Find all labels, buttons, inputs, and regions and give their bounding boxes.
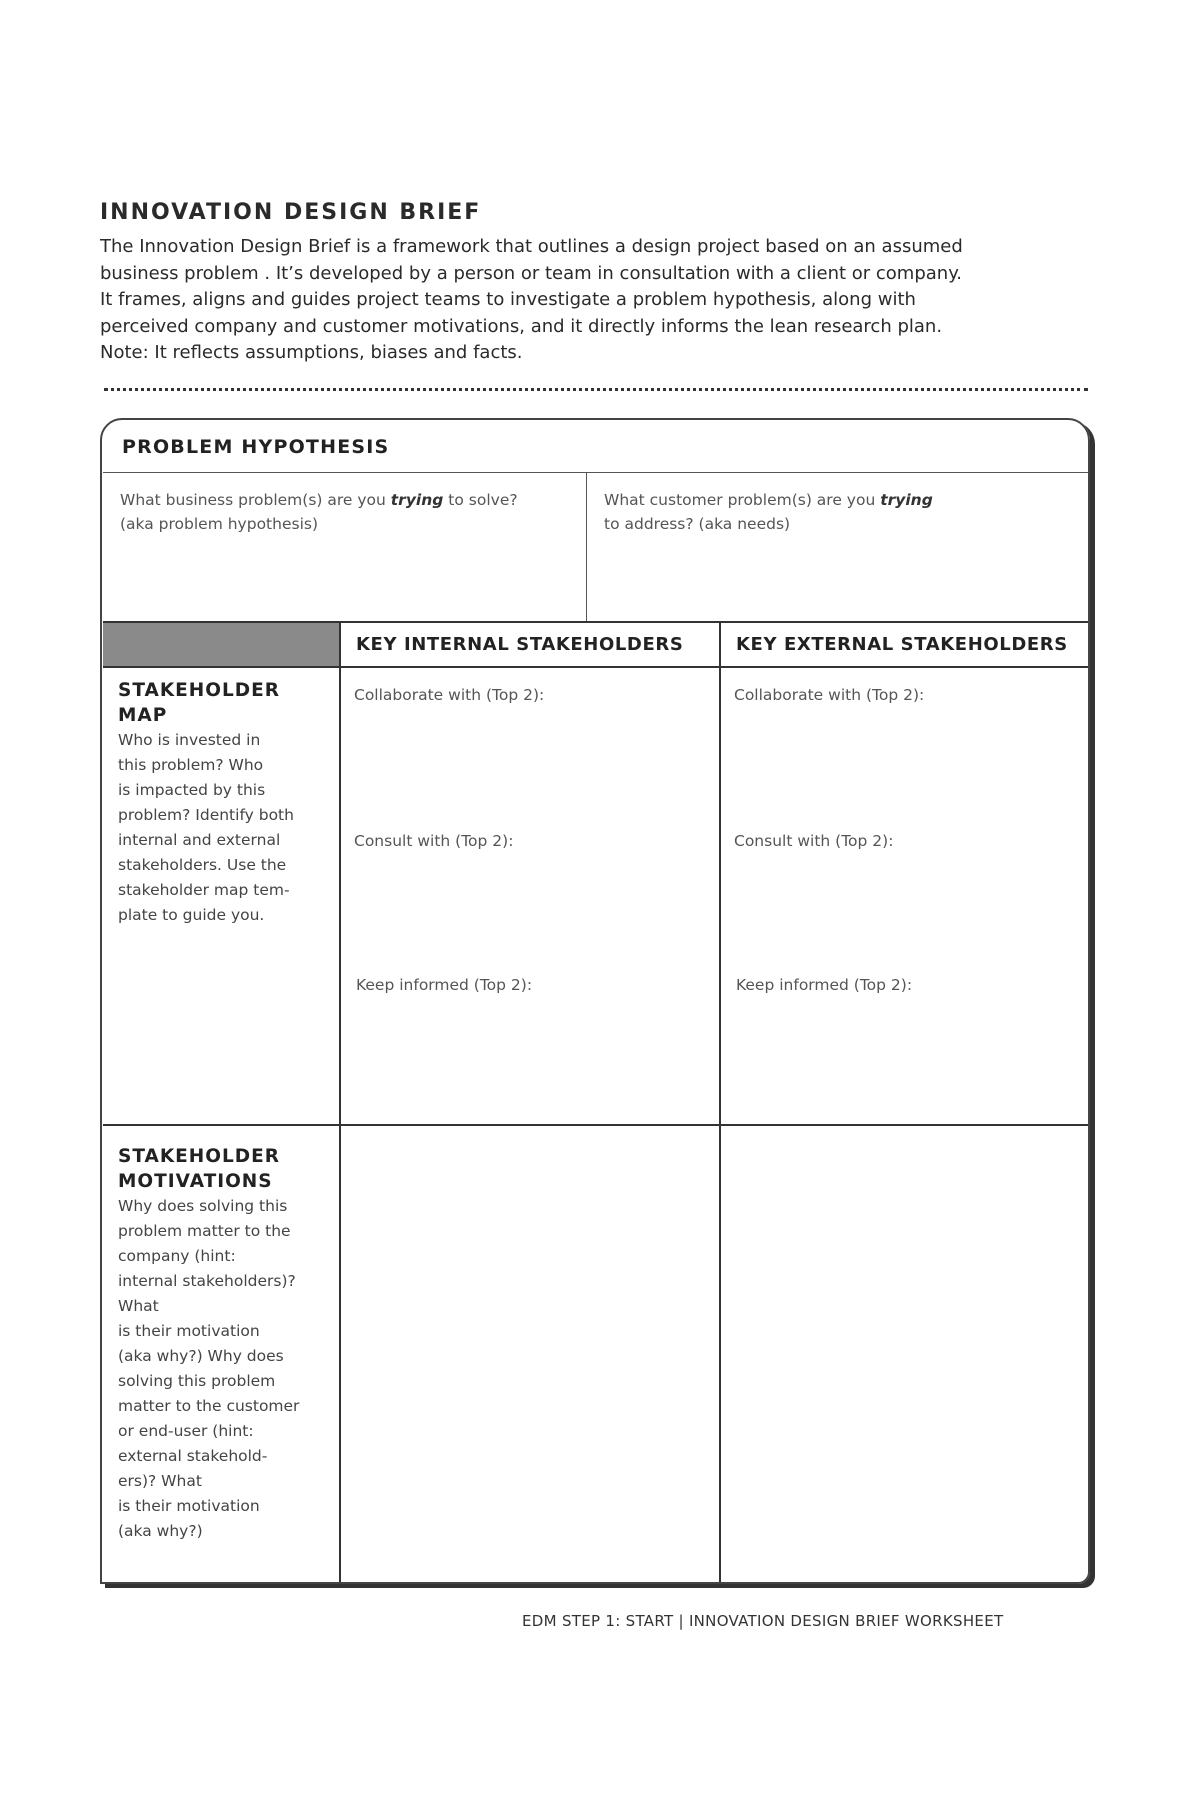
row-desc-line: or end-user (hint: [118,1422,254,1440]
business-problem-prompt [120,488,570,536]
row-title: MAP [118,705,168,726]
internal-keep-informed-label: Keep informed (Top 2): [356,976,533,994]
external-consult-label: Consult with (Top 2): [734,832,894,850]
row-desc-line: stakeholders. Use the [118,856,287,874]
row-desc-line: is their motivation [118,1497,260,1515]
row-desc-line: Why does solving this [118,1197,288,1215]
customer-problem-prompt [604,488,1054,536]
external-stakeholders-header: KEY EXTERNAL STAKEHOLDERS [736,634,1068,655]
stakeholder-map-heading [118,678,333,928]
divider [339,621,341,1582]
internal-collaborate-label: Collaborate with (Top 2): [354,686,545,704]
row-desc-line: Who is invested in [118,731,261,749]
prompt-text: What customer problem(s) are you [604,491,881,509]
row-desc-line: solving this problem [118,1372,276,1390]
intro-line: perceived company and customer motivations, and it directly informs the lean research plan. [100,315,943,337]
intro-line: business problem . It’s developed by a person or team in consultation with a client or company. [100,262,963,284]
prompt-text: to solve? [443,491,518,509]
external-keep-informed-label: Keep informed (Top 2): [736,976,913,994]
internal-consult-label: Consult with (Top 2): [354,832,514,850]
stakeholder-motivations-heading [118,1144,333,1544]
row-desc-line: plate to guide you. [118,906,265,924]
divider [103,1124,1088,1126]
row-desc-line: problem matter to the [118,1222,291,1240]
intro-line: Note: It reflects assumptions, biases and facts. [100,342,523,363]
table-corner-cell [103,623,339,668]
row-desc-line: is their motivation [118,1322,260,1340]
intro-line: The Innovation Design Brief is a framework that outlines a design project based on an assumed [100,236,963,257]
prompt-emphasis: trying [880,491,933,509]
footer-caption: EDM STEP 1: START | INNOVATION DESIGN BRIEF WORKSHEET [522,1612,1004,1630]
row-desc-line: external stakehold- [118,1447,268,1465]
prompt-text: to address? (aka needs) [604,515,791,533]
row-desc-line: this problem? Who [118,756,264,774]
row-desc-line: ers)? What [118,1472,202,1490]
intro-line: It frames, aligns and guides project teams to investigate a problem hypothesis, along with [100,289,916,310]
page-title: INNOVATION DESIGN BRIEF [100,200,482,225]
row-desc-line: company (hint: [118,1247,236,1265]
row-desc-line: (aka why?) [118,1522,203,1540]
row-desc-line: internal stakeholders)? [118,1272,296,1290]
divider [103,666,1088,668]
divider [103,472,1088,473]
internal-stakeholders-header: KEY INTERNAL STAKEHOLDERS [356,634,684,655]
row-desc-line: internal and external [118,831,281,849]
row-desc-line: is impacted by this [118,781,266,799]
external-collaborate-label: Collaborate with (Top 2): [734,686,925,704]
row-title: STAKEHOLDER [118,1146,281,1167]
row-desc-line: (aka why?) Why does [118,1347,284,1365]
divider [586,472,587,622]
row-desc-line: matter to the customer [118,1397,300,1415]
row-desc-line: problem? Identify both [118,806,294,824]
prompt-text: (aka problem hypothesis) [120,515,318,533]
problem-hypothesis-title: PROBLEM HYPOTHESIS [122,436,390,458]
divider [719,621,721,1582]
dotted-divider [104,388,1088,391]
prompt-text: What business problem(s) are you [120,491,391,509]
row-desc-line: What [118,1297,159,1315]
row-title: MOTIVATIONS [118,1171,273,1192]
prompt-emphasis: trying [390,491,444,509]
row-title: STAKEHOLDER [118,680,281,701]
row-desc-line: stakeholder map tem- [118,881,290,899]
intro-paragraph [100,234,1060,367]
